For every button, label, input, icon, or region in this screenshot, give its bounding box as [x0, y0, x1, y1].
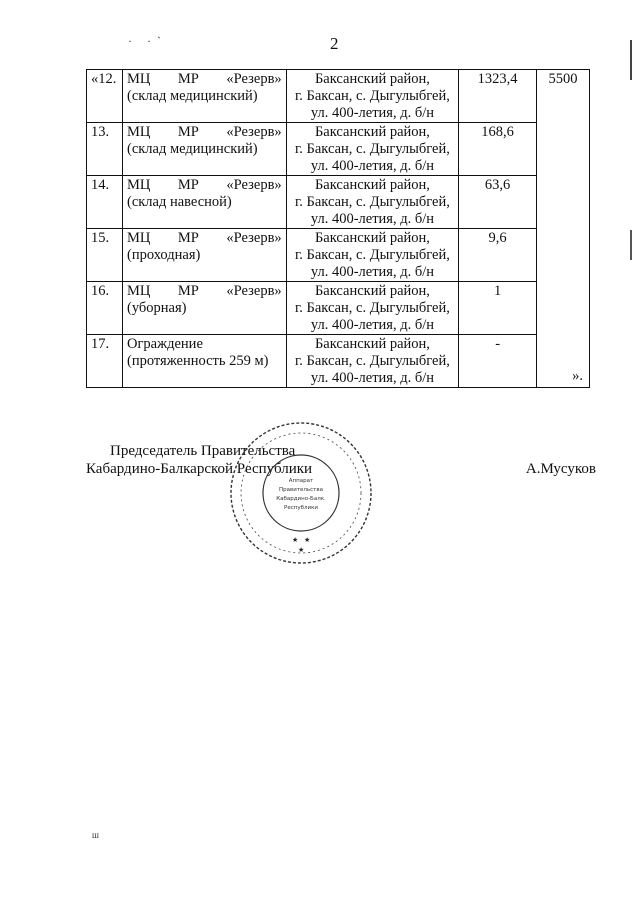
table-row [87, 282, 590, 335]
row-number: 13. [87, 123, 123, 176]
name-part: МЦ [126, 177, 151, 193]
svg-text:★: ★ [298, 546, 305, 554]
svg-text:Кабардино-Балк.: Кабардино-Балк. [276, 496, 326, 502]
address-line: Баксанский район, [314, 230, 430, 246]
object-name [122, 282, 286, 335]
object-address [286, 229, 459, 282]
name-part: «Резерв» [226, 177, 282, 193]
address-line: ул. 400-летия, д. б/н [310, 370, 435, 386]
table-row [87, 176, 590, 229]
address-line: Баксанский район, [314, 71, 430, 87]
address-line: Баксанский район, [314, 336, 430, 352]
name-part: МЦ [126, 71, 151, 87]
object-address [286, 70, 459, 123]
name-part: Ограждение [126, 336, 203, 352]
property-table [86, 69, 590, 388]
row-number: 14. [87, 176, 123, 229]
object-name [122, 70, 286, 123]
address-line: Баксанский район, [314, 283, 430, 299]
object-address [286, 282, 459, 335]
name-part: «Резерв» [226, 71, 282, 87]
scan-marks: · ·` [128, 34, 167, 48]
address-line: ул. 400-летия, д. б/н [310, 158, 435, 174]
table-row [87, 335, 590, 388]
object-name [122, 335, 286, 388]
object-type: (протяженность 259 м) [126, 353, 269, 369]
object-type: (уборная) [126, 300, 187, 316]
name-part: МР [177, 177, 199, 193]
address-line: г. Баксан, с. Дыгулыбгей, [294, 247, 450, 263]
object-area: 9,6 [459, 229, 537, 282]
signature-title-line2: Кабардино-Балкарской Республики [86, 461, 313, 477]
address-line: г. Баксан, с. Дыгулыбгей, [294, 88, 450, 104]
row-number: 15. [87, 229, 123, 282]
object-name [122, 229, 286, 282]
object-area: 168,6 [459, 123, 537, 176]
scan-edge-mark [630, 230, 632, 260]
object-area: 1 [459, 282, 537, 335]
name-part: «Резерв» [226, 230, 282, 246]
closing-quote: ». [572, 368, 583, 384]
name-part: МЦ [126, 230, 151, 246]
address-line: ул. 400-летия, д. б/н [310, 264, 435, 280]
svg-text:Аппарат: Аппарат [288, 478, 314, 484]
name-part: МР [177, 124, 199, 140]
object-type: (проходная) [126, 247, 201, 263]
object-type: (склад навесной) [126, 194, 232, 210]
name-part: МР [177, 283, 199, 299]
official-seal [228, 420, 374, 566]
address-line: ул. 400-летия, д. б/н [310, 211, 435, 227]
object-name [122, 176, 286, 229]
signatory-name: А.Мусуков [525, 461, 596, 477]
object-type: (склад медицинский) [126, 88, 258, 104]
svg-text:Республики: Республики [284, 505, 318, 511]
svg-text:Правительства: Правительства [279, 487, 323, 493]
table-row [87, 123, 590, 176]
row-number: 17. [87, 335, 123, 388]
object-area: 1323,4 [459, 70, 537, 123]
name-part: МР [177, 71, 199, 87]
total-cost [537, 70, 590, 388]
table-row [87, 229, 590, 282]
signature-title-line1: Председатель Правительства [110, 443, 296, 459]
name-part: МЦ [126, 283, 151, 299]
row-number: 16. [87, 282, 123, 335]
address-line: Баксанский район, [314, 177, 430, 193]
page-number: 2 [330, 34, 339, 53]
object-address [286, 335, 459, 388]
address-line: г. Баксан, с. Дыгулыбгей, [294, 194, 450, 210]
address-line: ул. 400-летия, д. б/н [310, 317, 435, 333]
object-area: - [459, 335, 537, 388]
address-line: ул. 400-летия, д. б/н [310, 105, 435, 121]
address-line: г. Баксан, с. Дыгулыбгей, [294, 141, 450, 157]
row-number: «12. [87, 70, 123, 123]
name-part: МЦ [126, 124, 151, 140]
table-row [87, 70, 590, 123]
address-line: г. Баксан, с. Дыгулыбгей, [294, 353, 450, 369]
svg-text:★: ★ [292, 536, 299, 544]
object-name [122, 123, 286, 176]
address-line: г. Баксан, с. Дыгулыбгей, [294, 300, 450, 316]
name-part: «Резерв» [226, 283, 282, 299]
name-part: «Резерв» [226, 124, 282, 140]
object-area: 63,6 [459, 176, 537, 229]
object-address [286, 123, 459, 176]
scan-edge-mark [630, 40, 632, 80]
cost-value: 5500 [548, 71, 578, 87]
object-type: (склад медицинский) [126, 141, 258, 157]
address-line: Баксанский район, [314, 124, 430, 140]
name-part: МР [177, 230, 199, 246]
object-address [286, 176, 459, 229]
svg-text:★: ★ [304, 536, 311, 544]
footer-mark: ш [92, 830, 99, 840]
